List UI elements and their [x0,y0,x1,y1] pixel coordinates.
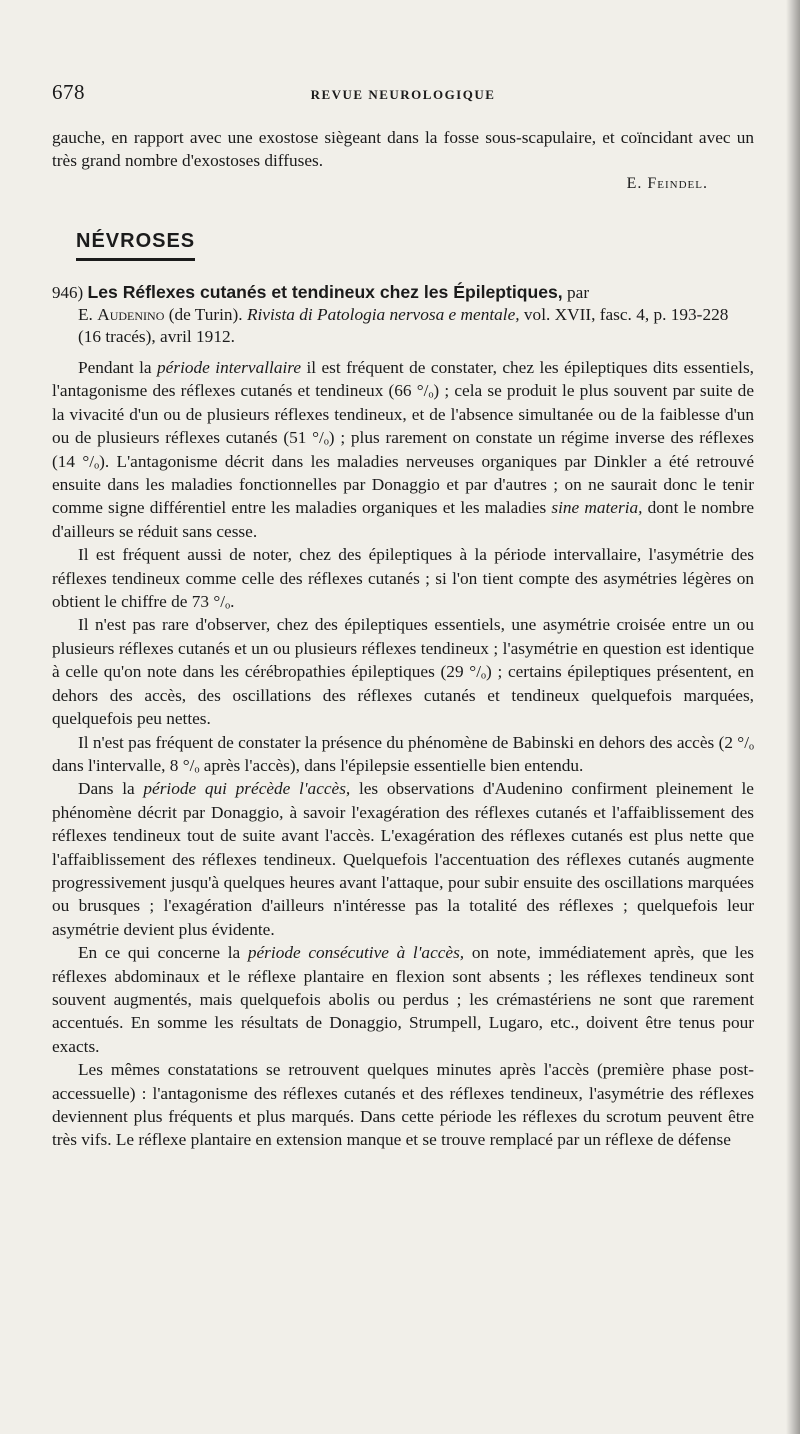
p6-text-a: En ce qui concerne la [78,943,248,963]
author-name: Audenino [97,304,165,324]
page-edge-shadow [786,0,800,1434]
author-initial: E. [78,304,93,324]
section-title: NÉVROSES [76,230,195,261]
p1-emphasis: période intervallaire [157,358,302,377]
p5-text-a: Dans la [78,779,144,799]
paragraph-3: Il n'est pas rare d'observer, chez des épileptiques essentiels, une asymétrie croisée entre un ou plusieurs réflexes cutanés et un ou plusieurs réflexes tendineux ; l'asymétrie en question est identique à celle qu'on note dans les cérébropathies épileptiques (29 °/ₒ) ; certains épileptiques présentent, en dehors des accès, des oscillations des réflexes cutanés et tendineux quelquefois marquées, quelquefois peu nettes. [52,615,754,729]
paragraph-2: Il est fréquent aussi de noter, chez des épileptiques à la période intervallaire, l'asymétrie des réflexes tendineux comme celle des réflexes cutanés ; si l'on tient compte des asymétries légères on obtient le chiffre de 73 °/ₒ. [52,545,754,612]
p1-emphasis-2: sine materia, [551,498,643,518]
p1-text-c: dont le nombre d'ailleurs se réduit sans cesse. [52,498,754,541]
journal-name: Rivista di Patologia nervosa e mentale, [246,304,520,324]
running-head: REVUE NEUROLOGIQUE [310,87,496,102]
entry-citation [78,304,754,349]
journal-page [52,80,754,1152]
previous-entry-text: gauche, en rapport avec une exostose siègeant dans la fosse sous-scapulaire, et coïncidant avec un très grand nombre d'exostoses diffuses. [52,128,754,171]
previous-entry-signature: E. Feindel. [626,174,708,192]
p5-emphasis: période qui précède l'accès, [143,779,351,799]
entry-heading [52,281,754,304]
citation-details: vol. XVII, fasc. 4, p. 193-228 (16 tracés), avril 1912. [78,304,729,347]
p6-emphasis: période consécutive à l'accès, [247,943,465,963]
p1-text-b: il est fréquent de constater, chez les épileptiques dits essentiels, l'antagonisme des réflexes cutanés et tendineux (66 °/ₒ) ; cela se produit le plus souvent par suite de la vivacité d'un ou de plusieurs réflexes tendineux, et de l'absence simultanée ou de la faiblesse d'un ou de plusieurs réflexes cutanés (51 °/ₒ) ; plus rarement on constate un régime inverse des réflexes (14 °/ₒ). L'antagonisme décrit dans les maladies nerveuses organiques par Dinkler a été retrouvé ensuite dans les maladies fonctionnelles par Donaggio et par d'autres ; on ne saurait donc le tenir comme signe différentiel entre les maladies organiques et les maladies [52,358,754,518]
abstract-body [52,356,754,1152]
paragraph-7: Les mêmes constatations se retrouvent quelques minutes après l'accès (première phase post-accessuelle) : l'antagonisme des réflexes cutanés et des réflexes tendineux, l'asymétrie des réflexes deviennent plus fréquents et plus marqués. Dans cette période les réflexes du scrotum peuvent être très vifs. Le réflexe plantaire en extension manque et se trouve remplacé par un réflexe de défense [52,1060,754,1150]
p6-text-b: on note, immédiatement après, que les réflexes abdominaux et le réflexe plantaire en flexion sont absents ; les réflexes tendineux sont souvent augmentés, mais quelquefois abolis ou perdus ; les crémastériens ne sont que rarement accentués. En somme les résultats de Donaggio, Strumpell, Lugaro, etc., doivent être tenus pour exacts. [52,943,755,1056]
paragraph-5 [52,777,754,941]
entry-title: Les Réflexes cutanés et tendineux chez les Épileptiques, [87,281,563,302]
p5-text-b: les observations d'Audenino confirment pleinement le phénomène décrit par Donaggio, à savoir l'exagération des réflexes cutanés et l'affaiblissement des réflexes tendineux tout de suite avant l'accès. L'exagération des réflexes cutanés est plus nette que l'affaiblissement des réflexes tendineux. Quelquefois l'accentuation des réflexes cutanés augmente progressivement jusqu'à quelques heures avant l'attaque, pour subir ensuite des oscillations marquées ou brusques ; l'exagération d'ailleurs n'intéresse pas la totalité des réflexes ; quelquefois leur asymétrie devient plus évidente. [52,779,754,939]
entry-by: par [567,282,590,302]
page-header [52,80,754,110]
p1-text-a: Pendant la [78,358,158,377]
paragraph-4: Il n'est pas fréquent de constater la présence du phénomène de Babinski en dehors des accès (2 °/ₒ dans l'intervalle, 8 °/ₒ après l'accès), dans l'épilepsie essentielle bien entendu. [52,732,754,775]
paragraph-6 [52,941,754,1058]
entry-number: 946) [52,282,84,302]
author-affiliation: (de Turin). [168,304,243,324]
paragraph-1 [52,356,754,543]
page-number: 678 [52,80,85,104]
